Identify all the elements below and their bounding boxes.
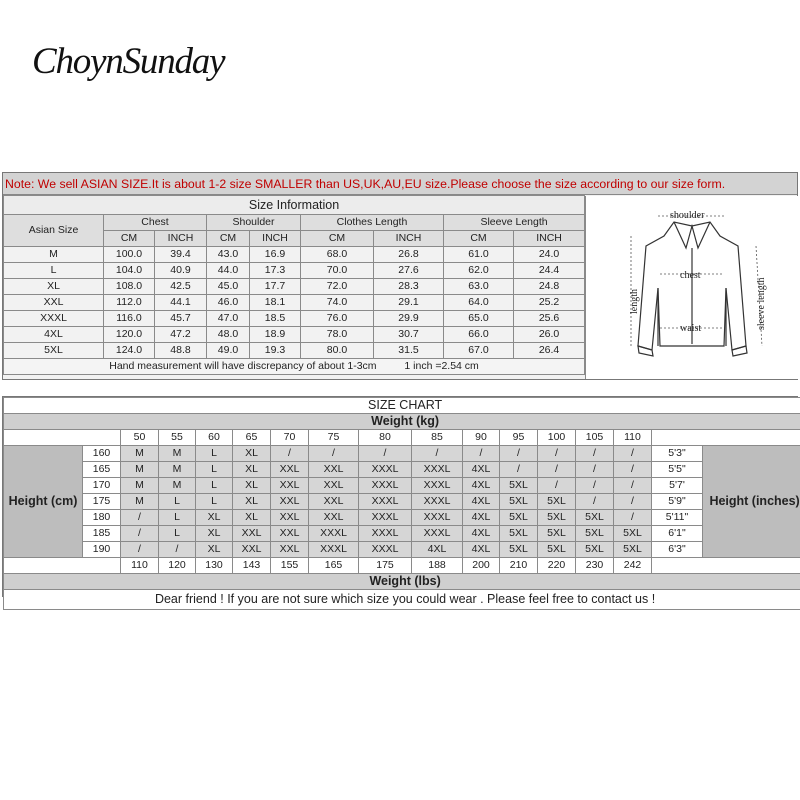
size-cell: / <box>309 446 359 462</box>
size-cell: / <box>121 542 159 558</box>
size-cell: 5XL <box>614 542 652 558</box>
size-cell: / <box>576 494 614 510</box>
size-cell: XL <box>196 526 233 542</box>
clothes-length-header: Clothes Length <box>301 215 444 231</box>
height-row <box>4 542 800 558</box>
weight-lbs-value: 130 <box>196 558 233 574</box>
size-chart-title: SIZE CHART <box>4 398 800 414</box>
size-cell: L <box>159 526 196 542</box>
size-value: 67.0 <box>444 343 514 359</box>
weight-lbs-value: 165 <box>309 558 359 574</box>
size-value: 116.0 <box>104 311 155 327</box>
unit-header: INCH <box>514 231 585 247</box>
size-value: 108.0 <box>104 279 155 295</box>
size-value: 63.0 <box>444 279 514 295</box>
size-cell: / <box>500 446 538 462</box>
unit-header: CM <box>301 231 374 247</box>
chest-header: Chest <box>104 215 207 231</box>
lbs-spacer <box>652 558 800 574</box>
size-cell: 5XL <box>538 526 576 542</box>
size-row <box>4 295 585 311</box>
size-value: 17.3 <box>250 263 301 279</box>
size-value: 47.2 <box>155 327 207 343</box>
size-label: L <box>4 263 104 279</box>
weight-kg-value: 85 <box>412 430 463 446</box>
asian-size-note: Note: We sell ASIAN SIZE.It is about 1-2 size SMALLER than US,UK,AU,EU size.Please choose the size according to our size form. <box>3 173 797 195</box>
asian-size-header: Asian Size <box>4 215 104 247</box>
height-cm-value: 160 <box>83 446 121 462</box>
size-information-panel <box>2 172 798 380</box>
size-cell: / <box>159 542 196 558</box>
size-cell: XXL <box>233 542 271 558</box>
size-cell: XXXL <box>412 462 463 478</box>
size-cell: 5XL <box>576 510 614 526</box>
size-value: 62.0 <box>444 263 514 279</box>
height-row <box>4 446 800 462</box>
size-cell: 5XL <box>500 526 538 542</box>
inch-conversion-note: 1 inch =2.54 cm <box>404 360 479 372</box>
size-cell: 5XL <box>500 542 538 558</box>
size-cell: XL <box>233 510 271 526</box>
size-cell: XXXL <box>309 526 359 542</box>
size-cell: / <box>576 478 614 494</box>
size-value: 45.0 <box>207 279 250 295</box>
shirt-outline <box>638 222 747 356</box>
size-cell: XXL <box>271 510 309 526</box>
size-value: 74.0 <box>301 295 374 311</box>
weight-lbs-value: 200 <box>463 558 500 574</box>
size-cell: L <box>196 494 233 510</box>
size-cell: / <box>463 446 500 462</box>
size-value: 27.6 <box>374 263 444 279</box>
size-row <box>4 311 585 327</box>
size-cell: XL <box>196 510 233 526</box>
size-cell: XXXL <box>412 526 463 542</box>
size-cell: XXL <box>309 462 359 478</box>
size-value: 25.6 <box>514 311 585 327</box>
unit-header: CM <box>104 231 155 247</box>
size-cell: XL <box>233 478 271 494</box>
size-cell: XL <box>233 446 271 462</box>
size-cell: XXXL <box>359 510 412 526</box>
size-value: 24.8 <box>514 279 585 295</box>
weight-kg-value: 95 <box>500 430 538 446</box>
size-value: 29.9 <box>374 311 444 327</box>
size-cell: 5XL <box>538 542 576 558</box>
shirt-measurement-diagram <box>585 196 798 379</box>
unit-header: CM <box>207 231 250 247</box>
size-value: 120.0 <box>104 327 155 343</box>
size-cell: XXXL <box>412 494 463 510</box>
size-cell: XXL <box>271 478 309 494</box>
size-chart-table <box>3 397 800 610</box>
size-cell: L <box>159 510 196 526</box>
size-cell: XL <box>233 494 271 510</box>
size-cell: / <box>576 462 614 478</box>
size-cell: / <box>271 446 309 462</box>
weight-kg-value: 80 <box>359 430 412 446</box>
weight-kg-value: 55 <box>159 430 196 446</box>
size-value: 39.4 <box>155 247 207 263</box>
size-label: XXXL <box>4 311 104 327</box>
weight-lbs-value: 143 <box>233 558 271 574</box>
size-cell: 5XL <box>538 510 576 526</box>
size-value: 124.0 <box>104 343 155 359</box>
size-cell: M <box>121 446 159 462</box>
kg-spacer <box>4 430 121 446</box>
size-cell: / <box>412 446 463 462</box>
weight-lbs-value: 155 <box>271 558 309 574</box>
size-value: 26.8 <box>374 247 444 263</box>
weight-kg-row <box>4 430 800 446</box>
size-value: 70.0 <box>301 263 374 279</box>
size-value: 44.1 <box>155 295 207 311</box>
size-value: 49.0 <box>207 343 250 359</box>
chest-label: chest <box>680 270 701 281</box>
size-cell: / <box>500 462 538 478</box>
size-row <box>4 247 585 263</box>
size-cell: M <box>159 446 196 462</box>
size-cell: M <box>159 462 196 478</box>
size-cell: XXL <box>309 510 359 526</box>
size-cell: XXXL <box>359 478 412 494</box>
size-cell: XXL <box>309 478 359 494</box>
size-cell: L <box>196 478 233 494</box>
size-value: 68.0 <box>301 247 374 263</box>
height-row <box>4 510 800 526</box>
unit-header: INCH <box>250 231 301 247</box>
weight-lbs-value: 220 <box>538 558 576 574</box>
size-cell: / <box>121 526 159 542</box>
size-value: 45.7 <box>155 311 207 327</box>
size-cell: 5XL <box>500 510 538 526</box>
weight-lbs-value: 210 <box>500 558 538 574</box>
height-cm-value: 185 <box>83 526 121 542</box>
brand-logo: ChoynSunday <box>32 41 225 82</box>
unit-header: INCH <box>155 231 207 247</box>
height-row <box>4 494 800 510</box>
size-value: 64.0 <box>444 295 514 311</box>
size-value: 78.0 <box>301 327 374 343</box>
weight-kg-value: 70 <box>271 430 309 446</box>
size-value: 16.9 <box>250 247 301 263</box>
size-cell: L <box>196 446 233 462</box>
size-value: 48.0 <box>207 327 250 343</box>
size-cell: / <box>614 446 652 462</box>
size-value: 47.0 <box>207 311 250 327</box>
size-value: 31.5 <box>374 343 444 359</box>
size-cell: 5XL <box>500 478 538 494</box>
size-cell: / <box>614 494 652 510</box>
size-value: 76.0 <box>301 311 374 327</box>
size-cell: XXXL <box>359 526 412 542</box>
discrepancy-note: Hand measurement will have discrepancy of about 1-3cm <box>109 360 377 372</box>
height-inches-value: 5'7' <box>652 478 703 494</box>
size-value: 24.4 <box>514 263 585 279</box>
size-value: 18.1 <box>250 295 301 311</box>
height-cm-value: 175 <box>83 494 121 510</box>
weight-lbs-value: 230 <box>576 558 614 574</box>
weight-kg-header: Weight (kg) <box>4 414 800 430</box>
size-value: 66.0 <box>444 327 514 343</box>
size-value: 26.0 <box>514 327 585 343</box>
size-value: 100.0 <box>104 247 155 263</box>
size-value: 43.0 <box>207 247 250 263</box>
height-inches-value: 5'11" <box>652 510 703 526</box>
size-cell: L <box>159 494 196 510</box>
size-value: 25.2 <box>514 295 585 311</box>
sleeve-length-label: sleeve length <box>756 277 767 330</box>
size-cell: 4XL <box>463 478 500 494</box>
weight-lbs-value: 188 <box>412 558 463 574</box>
size-value: 18.9 <box>250 327 301 343</box>
length-label: length <box>629 289 640 314</box>
size-cell: 5XL <box>614 526 652 542</box>
weight-lbs-value: 120 <box>159 558 196 574</box>
size-cell: / <box>614 478 652 494</box>
size-row <box>4 343 585 359</box>
size-value: 61.0 <box>444 247 514 263</box>
size-value: 17.7 <box>250 279 301 295</box>
size-cell: / <box>359 446 412 462</box>
size-cell: XXL <box>271 542 309 558</box>
weight-kg-value: 100 <box>538 430 576 446</box>
size-cell: 4XL <box>412 542 463 558</box>
shoulder-label: shoulder <box>670 210 705 221</box>
weight-lbs-value: 242 <box>614 558 652 574</box>
unit-header: CM <box>444 231 514 247</box>
height-cm-value: 190 <box>83 542 121 558</box>
kg-spacer <box>652 430 800 446</box>
weight-lbs-row <box>4 558 800 574</box>
height-inches-value: 5'9" <box>652 494 703 510</box>
size-row <box>4 327 585 343</box>
weight-lbs-header: Weight (lbs) <box>4 574 800 590</box>
size-cell: XXXL <box>309 542 359 558</box>
size-cell: L <box>196 462 233 478</box>
size-value: 30.7 <box>374 327 444 343</box>
weight-lbs-value: 175 <box>359 558 412 574</box>
height-inches-value: 5'5" <box>652 462 703 478</box>
height-cm-value: 180 <box>83 510 121 526</box>
lbs-spacer <box>4 558 121 574</box>
size-value: 46.0 <box>207 295 250 311</box>
unit-header: INCH <box>374 231 444 247</box>
size-cell: XXL <box>233 526 271 542</box>
height-inches-value: 6'1" <box>652 526 703 542</box>
weight-kg-value: 50 <box>121 430 159 446</box>
waist-label: waist <box>680 323 702 334</box>
size-label: 4XL <box>4 327 104 343</box>
size-cell: / <box>614 510 652 526</box>
size-cell: 4XL <box>463 526 500 542</box>
size-cell: XXXL <box>359 494 412 510</box>
size-cell: XL <box>233 462 271 478</box>
height-inches-value: 6'3" <box>652 542 703 558</box>
weight-kg-value: 110 <box>614 430 652 446</box>
size-information-table <box>3 195 585 375</box>
size-value: 112.0 <box>104 295 155 311</box>
size-value: 104.0 <box>104 263 155 279</box>
size-label: 5XL <box>4 343 104 359</box>
size-cell: XXL <box>309 494 359 510</box>
size-cell: / <box>614 462 652 478</box>
size-information-title: Size Information <box>4 196 585 215</box>
size-cell: M <box>121 494 159 510</box>
size-cell: 5XL <box>576 526 614 542</box>
size-cell: / <box>121 510 159 526</box>
contact-message: Dear friend ! If you are not sure which size you could wear . Please feel free to contact us ! <box>4 590 800 610</box>
measurement-footnote <box>4 359 585 375</box>
size-label: M <box>4 247 104 263</box>
size-cell: 4XL <box>463 462 500 478</box>
size-cell: XXXL <box>359 462 412 478</box>
sleeve-length-header: Sleeve Length <box>444 215 585 231</box>
size-value: 44.0 <box>207 263 250 279</box>
size-value: 48.8 <box>155 343 207 359</box>
size-value: 29.1 <box>374 295 444 311</box>
size-chart-panel <box>2 396 800 606</box>
size-cell: 4XL <box>463 510 500 526</box>
size-value: 80.0 <box>301 343 374 359</box>
height-inches-value: 5'3" <box>652 446 703 462</box>
weight-kg-value: 60 <box>196 430 233 446</box>
size-cell: M <box>159 478 196 494</box>
size-cell: 5XL <box>576 542 614 558</box>
size-cell: / <box>538 478 576 494</box>
size-value: 19.3 <box>250 343 301 359</box>
shoulder-header: Shoulder <box>207 215 301 231</box>
size-value: 26.4 <box>514 343 585 359</box>
height-row <box>4 478 800 494</box>
size-value: 72.0 <box>301 279 374 295</box>
size-cell: XXXL <box>412 478 463 494</box>
height-cm-value: 165 <box>83 462 121 478</box>
weight-kg-value: 90 <box>463 430 500 446</box>
size-cell: / <box>538 446 576 462</box>
size-cell: XXL <box>271 494 309 510</box>
size-row <box>4 279 585 295</box>
height-inches-label: Height (inches) <box>703 446 800 558</box>
size-cell: 5XL <box>538 494 576 510</box>
height-row <box>4 462 800 478</box>
size-value: 24.0 <box>514 247 585 263</box>
size-cell: XXL <box>271 526 309 542</box>
size-cell: XL <box>196 542 233 558</box>
weight-lbs-value: 110 <box>121 558 159 574</box>
size-cell: 4XL <box>463 542 500 558</box>
size-cell: M <box>121 462 159 478</box>
size-cell: XXXL <box>412 510 463 526</box>
size-cell: 5XL <box>500 494 538 510</box>
size-row <box>4 263 585 279</box>
height-row <box>4 526 800 542</box>
size-label: XL <box>4 279 104 295</box>
size-cell: XXL <box>271 462 309 478</box>
size-value: 65.0 <box>444 311 514 327</box>
size-cell: XXXL <box>359 542 412 558</box>
size-label: XXL <box>4 295 104 311</box>
height-cm-value: 170 <box>83 478 121 494</box>
size-cell: / <box>576 446 614 462</box>
size-value: 42.5 <box>155 279 207 295</box>
size-value: 40.9 <box>155 263 207 279</box>
weight-kg-value: 65 <box>233 430 271 446</box>
size-cell: M <box>121 478 159 494</box>
weight-kg-value: 75 <box>309 430 359 446</box>
size-value: 18.5 <box>250 311 301 327</box>
size-cell: / <box>538 462 576 478</box>
size-cell: 4XL <box>463 494 500 510</box>
shirt-diagram-svg <box>586 196 798 379</box>
weight-kg-value: 105 <box>576 430 614 446</box>
size-value: 28.3 <box>374 279 444 295</box>
height-cm-label: Height (cm) <box>4 446 83 558</box>
